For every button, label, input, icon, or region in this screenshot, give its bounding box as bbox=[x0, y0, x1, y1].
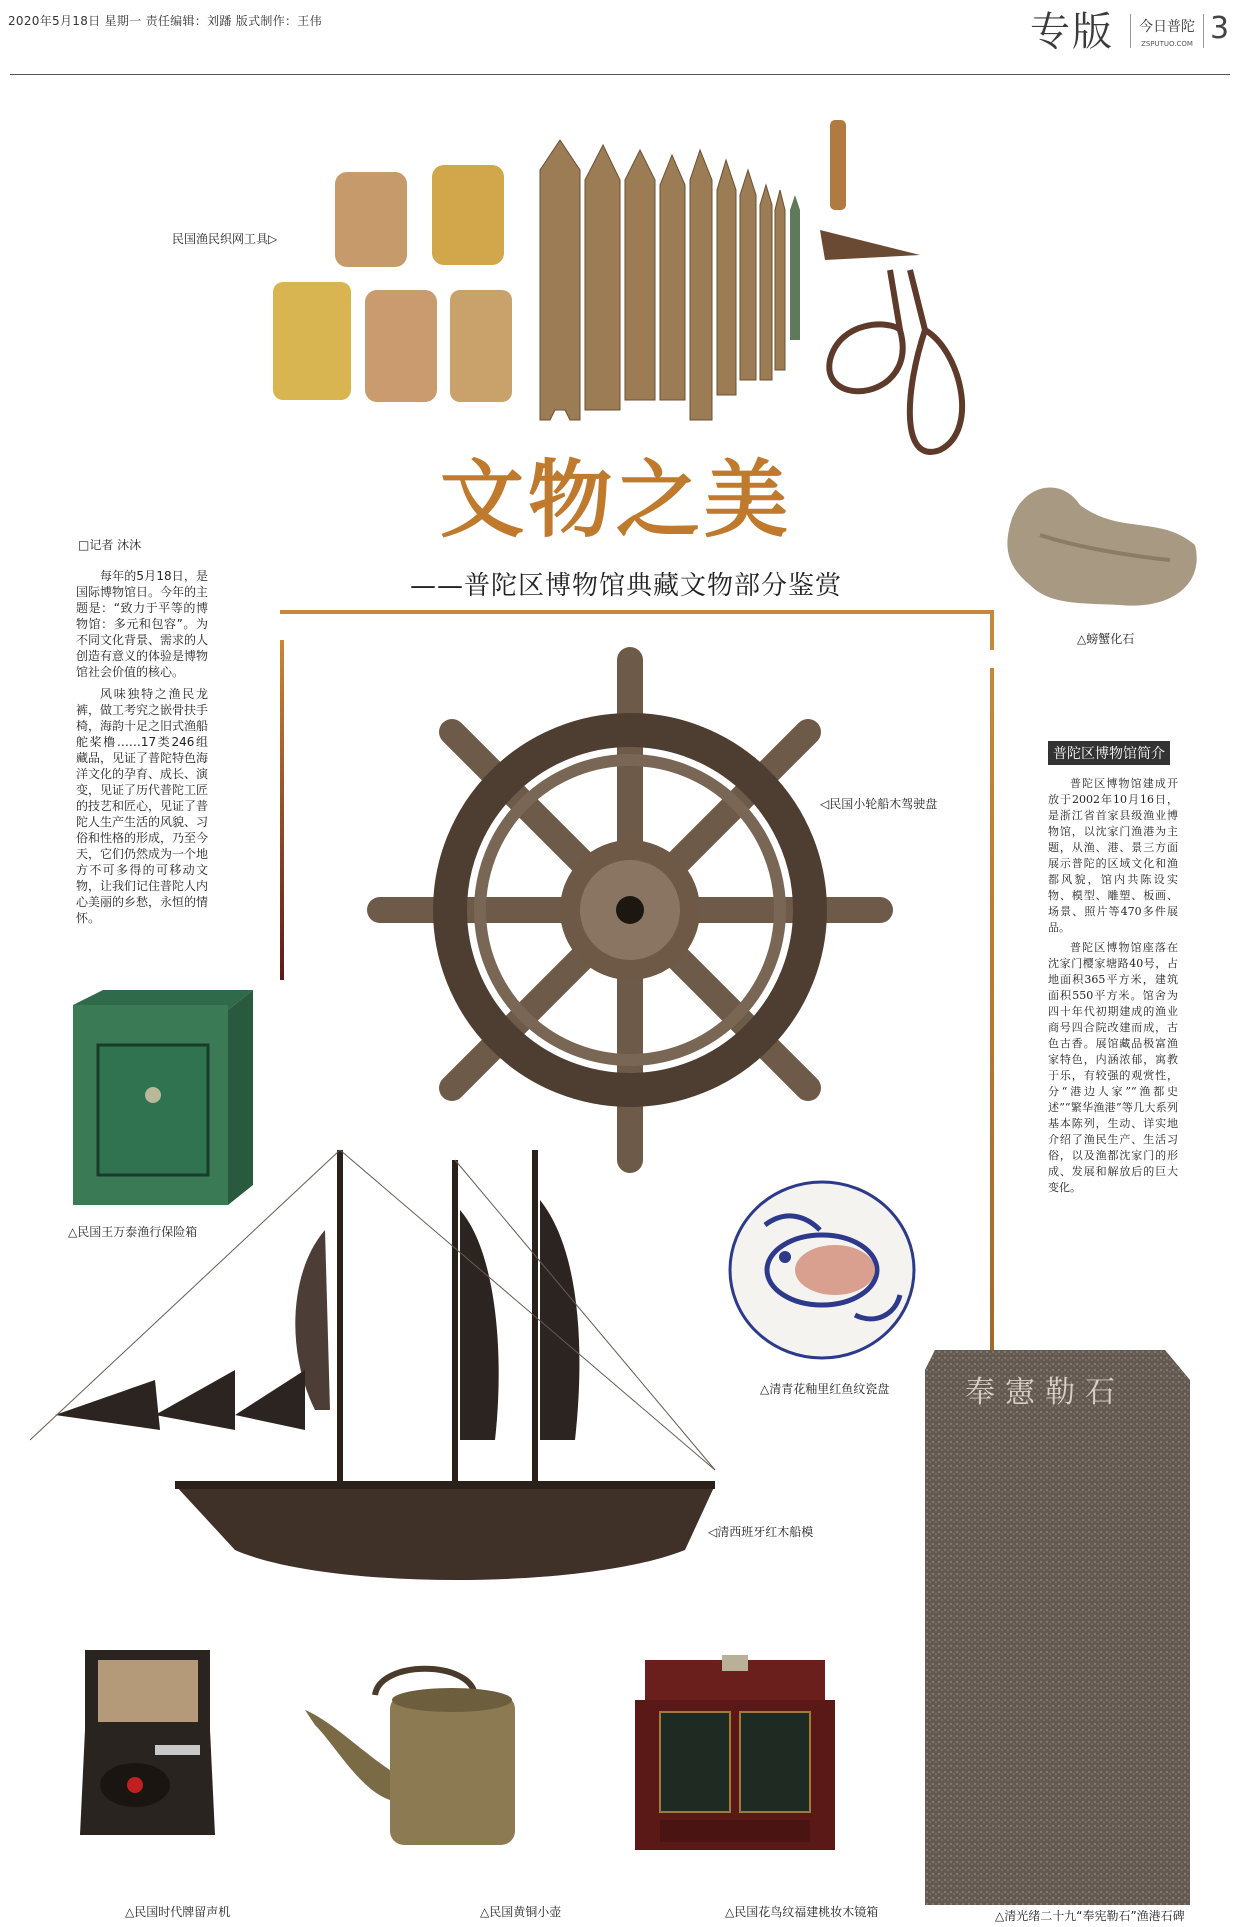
cabinet-image bbox=[630, 1650, 840, 1860]
caption-cabinet: △民国花鸟纹福建桃妆木镜箱 bbox=[725, 1905, 879, 1919]
intro-body bbox=[1048, 776, 1178, 1200]
caption-net-tools: 民国渔民织网工具▷ bbox=[172, 232, 278, 246]
article-paragraph: 风味独特之渔民龙裤，做工考究之嵌骨扶手椅，海韵十足之旧式渔船舵桨橹……17类246组藏品，见证了普陀特色海洋文化的孕育、成长、演变，见证了历代普陀工匠的技艺和匠心，见证了普陀人生产生活的风貌、习俗和性格的形成，乃至今天，它们仍然成为一个地方不可多得的可移动文物，让我们记住普陀人内心美丽的乡愁，永恒的情怀。 bbox=[76, 687, 209, 925]
brand-logo bbox=[1130, 14, 1204, 48]
net-tools-image bbox=[260, 110, 1000, 470]
caption-safe: △民国王万泰渔行保险箱 bbox=[68, 1225, 198, 1239]
intro-paragraph: 普陀区博物馆建成开放于2002年10月16日，是浙江省首家县级渔业博物馆，以沈家门渔港为主题，从渔、港、景三方面展示普陀的区域文化和渔都风貌，馆内共陈设实物、模型、雕塑、板画、场景、照片等470多件展品。 bbox=[1048, 777, 1178, 934]
header-meta: 2020年5月18日 星期一 责任编辑：刘蹯 版式制作：王伟 bbox=[8, 14, 322, 28]
caption-stele: △清光绪二十九“奉宪勒石”渔港石碑 bbox=[995, 1909, 1185, 1923]
intro-paragraph: 普陀区博物馆座落在沈家门樱家塘路40号，占地面积365平方米，建筑面积550平方米。馆舍为四十年代初期建成的渔业商号四合院改建而成，古色古香。展馆藏品极富渔家特色，内涵浓郁，寓教于乐，有较强的观赏性，分“港边人家”“渔都史述”“繁华渔港”等几大系列基本陈列，生动、详实地介绍了渔民生产、生活习俗，以及渔都沈家门的形成、发展和解放后的巨大变化。 bbox=[1048, 941, 1178, 1194]
caption-wheel: ◁民国小轮船木驾驶盘 bbox=[820, 797, 938, 811]
caption-phonograph: △民国时代牌留声机 bbox=[125, 1905, 231, 1919]
ship-wheel-image bbox=[350, 640, 910, 1180]
phonograph-image bbox=[80, 1645, 220, 1845]
brand-url: ZSPUTUO.COM bbox=[1141, 40, 1193, 48]
intro-heading: 普陀区博物馆简介 bbox=[1048, 741, 1170, 765]
frame-right bbox=[990, 668, 994, 1358]
page-title: 文物之美 bbox=[440, 451, 793, 549]
ship-model-image bbox=[25, 1130, 740, 1590]
stele-inscription: 奉憲勒石 bbox=[965, 1375, 1125, 1410]
section-label: 专版 bbox=[1030, 9, 1114, 55]
caption-crab-fossil: △螃蟹化石 bbox=[1077, 632, 1135, 646]
frame-right-top bbox=[990, 610, 994, 650]
page-subtitle: ——普陀区博物馆典藏文物部分鉴赏 bbox=[410, 571, 843, 601]
bowl-image bbox=[725, 1175, 920, 1365]
brand-name: 今日普陀 bbox=[1139, 19, 1195, 35]
crab-fossil-image bbox=[1000, 475, 1205, 620]
page-number: 3 bbox=[1210, 11, 1230, 46]
frame-left bbox=[280, 640, 284, 980]
caption-ship: ◁清西班牙红木船模 bbox=[708, 1525, 814, 1539]
stele-image bbox=[925, 1350, 1195, 1905]
frame-top bbox=[280, 610, 994, 614]
header-divider bbox=[10, 74, 1230, 75]
caption-teapot: △民国黄铜小壶 bbox=[480, 1905, 562, 1919]
article-paragraph: 每年的5月18日，是国际博物馆日。今年的主题是：“致力于平等的博物馆：多元和包容”。为不同文化背景、需求的人创造有意义的体验是博物馆社会价值的核心。 bbox=[76, 569, 209, 679]
caption-bowl: △清青花釉里红鱼纹瓷盘 bbox=[760, 1382, 890, 1396]
teapot-image bbox=[300, 1650, 520, 1845]
byline: □记者 沐沐 bbox=[78, 538, 142, 552]
article-body bbox=[76, 568, 208, 932]
